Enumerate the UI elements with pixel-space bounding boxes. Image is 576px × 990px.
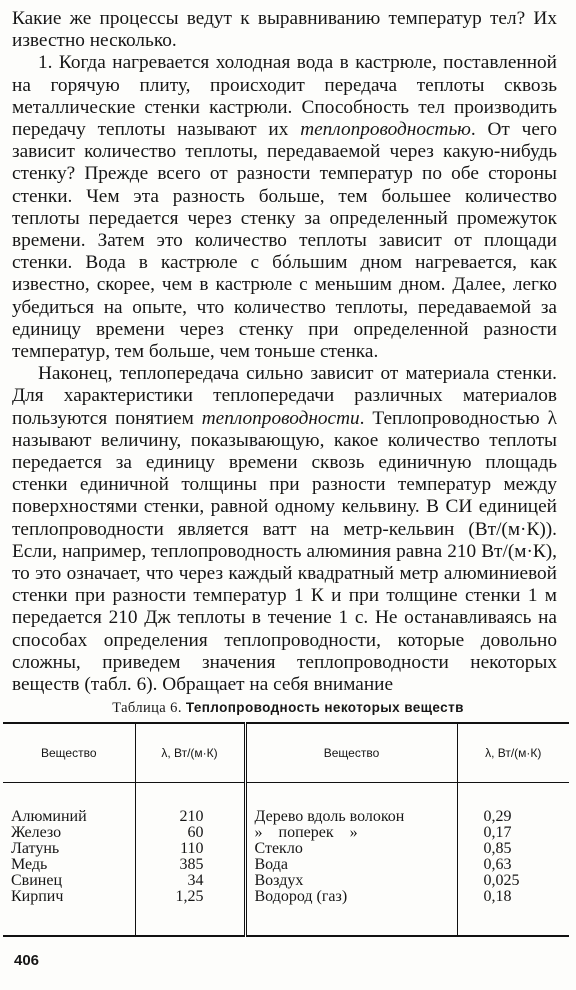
table-cell: 0,025 <box>483 872 520 889</box>
table-cell: Вода <box>254 856 288 873</box>
table-cell: 385 <box>179 856 204 873</box>
header-lambda-right: λ, Вт/(м·К) <box>457 723 569 783</box>
left-substances-column <box>3 783 135 937</box>
left-values-column <box>135 783 245 937</box>
table-caption <box>0 700 576 717</box>
table-cell: 0,63 <box>483 856 512 873</box>
table-cell: Свинец <box>11 872 63 889</box>
right-substances-column <box>245 783 457 937</box>
table-cell: » поперек » <box>254 824 358 841</box>
table-cell: 1,25 <box>175 888 204 905</box>
table-cell: Водород (газ) <box>254 888 348 905</box>
table-cell: Дерево вдоль волокон <box>254 808 405 825</box>
header-substance-right: Вещество <box>245 723 457 783</box>
table-cell: 110 <box>180 840 204 857</box>
table-cell: 34 <box>187 872 204 889</box>
table-cell: Латунь <box>11 840 60 857</box>
table-caption-label: Таблица 6. <box>112 700 182 716</box>
table-cell: 0,29 <box>483 808 512 825</box>
term-teploprovodnost: теплопроводностью <box>300 119 471 141</box>
table-caption-title: Теплопроводность некоторых веществ <box>185 700 464 715</box>
table-cell: 210 <box>179 808 204 825</box>
header-lambda-left: λ, Вт/(м·К) <box>135 723 245 783</box>
right-values-column <box>457 783 569 937</box>
table-cell: Алюминий <box>11 808 87 825</box>
table-cell: Медь <box>11 856 48 873</box>
table-cell: 0,18 <box>483 888 512 905</box>
table-header-row <box>3 723 569 783</box>
table-cell: Железо <box>11 824 62 841</box>
table-cell: Кирпич <box>11 888 64 905</box>
table-cell: 0,17 <box>483 824 512 841</box>
header-substance-left: Вещество <box>3 723 135 783</box>
table-cell: 60 <box>187 824 204 841</box>
paragraph-1: 1. Когда нагревается холодная вода в кастрюле, поставленной на горячую плиту, происходит передача теплоты сквозь металлические стенки кастрюли. Способность тел производить передачу теплоты называют их теплопроводностью. От чего зависит количество теплоты, передаваемой через какую-нибудь стенку? Прежде всего от разности температур по обе стороны стенки. Чем эта разность больше, тем большее количество теплоты передается через стенку за определенный промежуток времени. Затем это количество теплоты зависит от площади стенки. Вода в кастрюле с бóльшим дном нагревается, как известно, скорее, чем в кастрюле с меньшим дном. Далее, легко убедиться на опыте, что количество теплоты, передаваемой за единицу времени через стенку при определенной разности температур, тем больше, чем тоньше стенка. <box>12 52 558 363</box>
page-number: 406 <box>14 952 40 969</box>
body-text <box>12 8 557 696</box>
term-teploprovodnosti: теплопроводности <box>201 407 360 429</box>
table-body-row <box>3 783 569 937</box>
table-cell: Воздух <box>254 872 304 889</box>
thermal-conductivity-table <box>3 722 569 937</box>
paragraph-intro: Какие же процессы ведут к выравниванию температур тел? Их известно несколько. <box>12 8 557 52</box>
table-cell: 0,85 <box>483 840 512 857</box>
table-cell: Стекло <box>254 840 303 857</box>
paragraph-2: Наконец, теплопередача сильно зависит от материала стенки. Для характеристики теплопередачи различных материалов пользуются понятием теплопроводности. Теплопроводностью λ называют величину, показывающую, какое количество теплоты передается за единицу времени сквозь единичную площадь стенки единичной толщины при разности температур между поверхностями стенки, равной одному кельвину. В СИ единицей теплопроводности является ватт на метр-кельвин (Вт/(м·К)). Если, например, теплопроводность алюминия равна 210 Вт/(м·К), то это означает, что через каждый квадратный метр алюминиевой стенки при разности температур 1 К и при толщине стенки 1 м передается 210 Дж теплоты в течение 1 с. Не останавливаясь на способах определения теплопроводности, которые довольно сложны, приведем значения теплопроводности некоторых веществ (табл. 6). Обращает на себя внимание <box>12 363 557 696</box>
